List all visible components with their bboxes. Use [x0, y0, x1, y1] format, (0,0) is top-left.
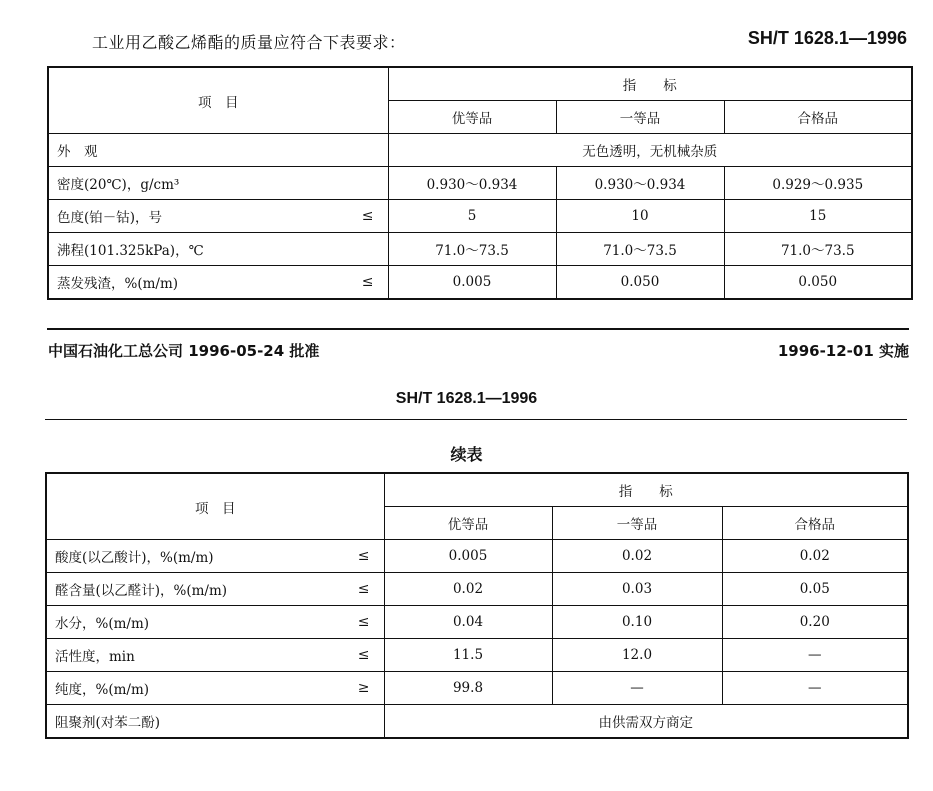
- row-label: 醛含量(以乙醛计)，%(m/m) ≤: [46, 573, 384, 606]
- grade-first: 一等品: [556, 101, 724, 134]
- value-cell: 10: [556, 200, 724, 233]
- value-cell: 0.930～0.934: [388, 167, 556, 200]
- value-cell: 0.02: [552, 540, 722, 573]
- grade-superior: 优等品: [388, 101, 556, 134]
- value-cell: 0.929～0.935: [724, 167, 912, 200]
- header-item: 项 目: [48, 67, 388, 134]
- table-row: [46, 705, 908, 739]
- merged-value: 由供需双方商定: [384, 705, 908, 739]
- table-row: [48, 266, 912, 300]
- value-cell: 0.04: [384, 606, 552, 639]
- footer-rule: [47, 328, 909, 330]
- row-label: 外 观: [48, 134, 388, 167]
- value-cell: 11.5: [384, 639, 552, 672]
- value-cell: 0.02: [384, 573, 552, 606]
- comparison-sign: ≤: [357, 614, 370, 630]
- value-cell: 71.0～73.5: [388, 233, 556, 266]
- value-cell: 0.005: [384, 540, 552, 573]
- standard-number: SH/T 1628.1—1996: [747, 28, 907, 48]
- table-row: [46, 540, 908, 573]
- value-cell: 0.050: [724, 266, 912, 300]
- comparison-sign: ≤: [361, 274, 374, 290]
- row-label: 纯度，%(m/m) ≥: [46, 672, 384, 705]
- row-label: 阻聚剂(对苯二酚): [46, 705, 384, 739]
- row-label: 水分，%(m/m) ≤: [46, 606, 384, 639]
- value-cell: —: [722, 639, 908, 672]
- continued-title: 续表: [450, 445, 483, 464]
- grade-qualified: 合格品: [724, 101, 912, 134]
- merged-value: 无色透明，无机械杂质: [388, 134, 912, 167]
- value-cell: 12.0: [552, 639, 722, 672]
- page2-header-rule: [45, 419, 907, 420]
- row-label: 色度(铂－钴)，号 ≤: [48, 200, 388, 233]
- header-index: 指 标: [388, 67, 912, 101]
- value-cell: 0.20: [722, 606, 908, 639]
- spec-table-2: [45, 472, 909, 739]
- row-label: 酸度(以乙酸计)，%(m/m) ≤: [46, 540, 384, 573]
- value-cell: —: [552, 672, 722, 705]
- table-row: [48, 134, 912, 167]
- header-index: 指 标: [384, 473, 908, 507]
- value-cell: —: [722, 672, 908, 705]
- value-cell: 0.02: [722, 540, 908, 573]
- value-cell: 0.050: [556, 266, 724, 300]
- comparison-sign: ≤: [357, 647, 370, 663]
- table-row: [46, 606, 908, 639]
- row-label: 蒸发残渣，%(m/m) ≤: [48, 266, 388, 300]
- value-cell: 71.0～73.5: [556, 233, 724, 266]
- value-cell: 0.005: [388, 266, 556, 300]
- table-row: [46, 639, 908, 672]
- approval-text: 中国石油化工总公司 1996-05-24 批准: [48, 342, 320, 360]
- table-row: [48, 200, 912, 233]
- row-label: 活性度，min ≤: [46, 639, 384, 672]
- comparison-sign: ≥: [357, 680, 370, 696]
- table-row: [46, 573, 908, 606]
- header-item: 项 目: [46, 473, 384, 540]
- page2-standard-number: SH/T 1628.1—1996: [395, 390, 538, 407]
- table-row: [46, 672, 908, 705]
- row-label: 密度(20℃)，g/cm³: [48, 167, 388, 200]
- value-cell: 5: [388, 200, 556, 233]
- comparison-sign: ≤: [361, 208, 374, 224]
- value-cell: 99.8: [384, 672, 552, 705]
- grade-first: 一等品: [552, 507, 722, 540]
- value-cell: 0.03: [552, 573, 722, 606]
- value-cell: 0.10: [552, 606, 722, 639]
- table-row: [48, 233, 912, 266]
- value-cell: 0.930～0.934: [556, 167, 724, 200]
- row-label: 沸程(101.325kPa)，℃: [48, 233, 388, 266]
- value-cell: 15: [724, 200, 912, 233]
- comparison-sign: ≤: [357, 548, 370, 564]
- table-row: [48, 167, 912, 200]
- value-cell: 71.0～73.5: [724, 233, 912, 266]
- value-cell: 0.05: [722, 573, 908, 606]
- intro-text: 工业用乙酸乙烯酯的质量应符合下表要求：: [92, 33, 406, 52]
- spec-table-1: [47, 66, 913, 300]
- grade-superior: 优等品: [384, 507, 552, 540]
- grade-qualified: 合格品: [722, 507, 908, 540]
- comparison-sign: ≤: [357, 581, 370, 597]
- implementation-text: 1996-12-01 实施: [777, 342, 909, 360]
